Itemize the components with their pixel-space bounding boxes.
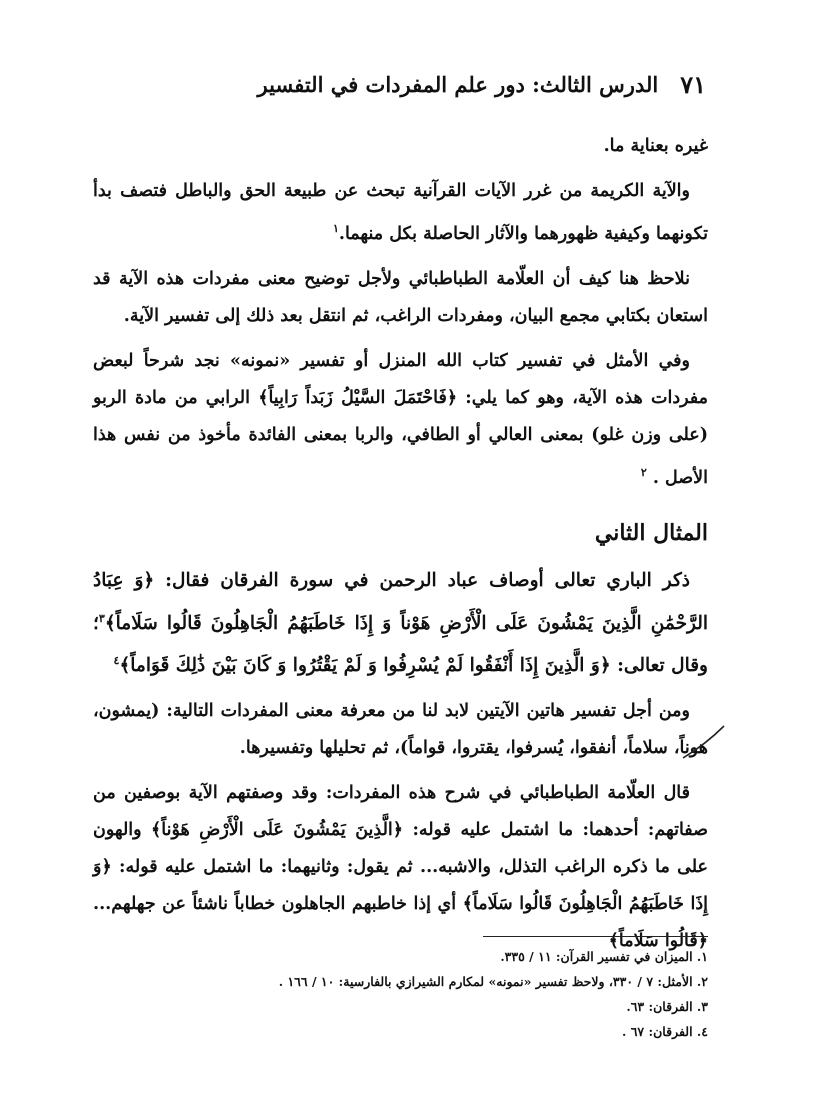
footnote-ref-4: ٤ bbox=[113, 654, 120, 668]
paragraph-2-text: والآية الكريمة من غرر الآيات القرآنية تبحث عن طبيعة الحق والباطل فتصف بدأ تكونهما وكيفية ظهورهما والآثار الحاصلة بكل منهما. bbox=[93, 181, 708, 244]
paragraph-4 bbox=[93, 343, 708, 497]
footnote-1: ١. الميزان في تفسير القرآن: ١١ / ٣٣٥. bbox=[500, 949, 708, 964]
page-number: ٧١ bbox=[680, 70, 706, 99]
footnote-ref-1: ١ bbox=[332, 222, 339, 235]
chapter-title: الدرس الثالث: دور علم المفردات في التفسير bbox=[257, 72, 659, 97]
paragraph-5b-text: ؛ وقال تعالى: ﴿وَ الَّذِينَ إِذَا أَنْفَقُوا لَمْ يُسْرِفُوا وَ لَمْ يَقْتُرُوا وَ كَانَ بَيْنَ ذَٰلِكَ قَوَاماً﴾ bbox=[93, 612, 708, 677]
footnote-2: ٢. الأمثل: ٧ / ٣٣٠، ولاحظ تفسير «نمونه» لمكارم الشيرازي بالفارسية: ١٠ / ١٦٦ . bbox=[278, 974, 708, 989]
paragraph-5-text: ذكر الباري تعالى أوصاف عباد الرحمن في سورة الفرقان فقال: ﴿وَ عِبَادُ الرَّحْمَٰنِ الَّذِينَ يَمْشُونَ عَلَى الْأَرْضِ هَوْناً وَ إِذَا خَاطَبَهُمُ الْجَاهِلُونَ قَالُوا سَلَاماً﴾ bbox=[93, 569, 708, 634]
footnote-ref-3: ٣ bbox=[98, 611, 105, 625]
footnote-ref-2: ٢ bbox=[640, 465, 647, 479]
paragraph-3: نلاحظ هنا كيف أن العلّامة الطباطبائي ولأجل توضيح معنى مفردات هذه الآية قد استعان بكتابي مجمع البيان، ومفردات الراغب، ثم انتقل بعد ذلك إلى تفسير الآية. bbox=[93, 268, 708, 326]
footnote-separator bbox=[483, 936, 708, 937]
paragraph-2 bbox=[93, 173, 708, 253]
paragraph-4-text: وفي الأمثل في تفسير كتاب الله المنزل أو تفسير «نمونه» نجد شرحاً لبعض مفردات هذه الآية، وهو كما يلي: ﴿فَاحْتَمَلَ السَّيْلُ زَبَداً رَابِياً﴾ الرابي من مادة الربو (على وزن غلو) بمعنى العالي أو الطافي، والربا بمعنى الفائدة مأخوذ من نفس هذا الأصل . bbox=[93, 350, 708, 488]
paragraph-5 bbox=[93, 562, 708, 686]
paragraph-1: غيره بعناية ما. bbox=[603, 136, 708, 156]
running-header bbox=[258, 70, 706, 99]
paragraph-7: قال العلّامة الطباطبائي في شرح هذه المفردات: وقد وصفتهم الآية بوصفين من صفاتهم: أحدهما: ما اشتمل عليه قوله: ﴿الَّذِينَ يَمْشُونَ عَلَى الْأَرْضِ هَوْناً﴾ والهون على ما ذكره الراغب التذلل، والاشبه... ثم يقول: وثانيهما: ما اشتمل عليه قوله: ﴿وَ إِذَا خَاطَبَهُمُ الْجَاهِلُونَ قَالُوا سَلَاماً﴾ أي إذا خاطبهم الجاهلون خطاباً ناشئاً عن جهلهم... ﴿قَالُوا سَلَاماً﴾ bbox=[93, 783, 708, 952]
footnote-4: ٤. الفرقان: ٦٧ . bbox=[621, 1024, 708, 1039]
main-text bbox=[93, 128, 708, 968]
footnote-3: ٣. الفرقان: ٦٣. bbox=[626, 999, 708, 1014]
paragraph-6: ومن أجل تفسير هاتين الآيتين لابد لنا من معرفة معنى المفردات التالية: (يمشون، هوناً، سلاماً، أنفقوا، يُسرفوا، يقتروا، قواماً)، ثم تحليلها وتفسيرها. bbox=[93, 701, 708, 759]
pen-mark-icon bbox=[680, 722, 726, 762]
footnotes bbox=[93, 944, 708, 1044]
section-heading: المثال الثاني bbox=[594, 519, 708, 546]
